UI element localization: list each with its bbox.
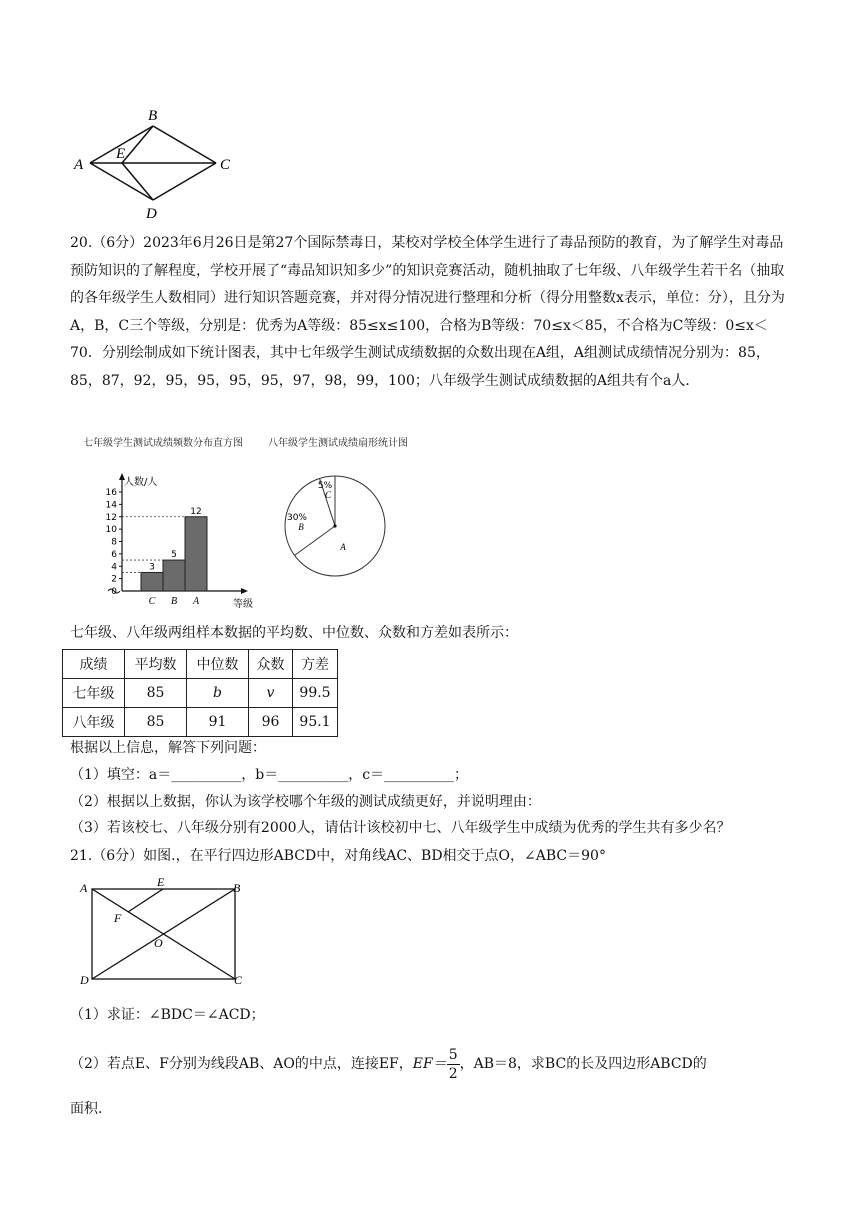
x-axis-label: 等级: [233, 599, 253, 610]
histogram-title: 七年级学生测试成绩频数分布直方图: [83, 438, 243, 449]
q21-part-2-continued: 面积．: [70, 1101, 112, 1117]
question-21-text: 21.（6分）如图.，在平行四边形ABCD中，对角线AC、BD相交于点O，∠ABC＝90°: [70, 848, 606, 864]
table-cell: 99.5: [293, 679, 338, 708]
table-cell: 七年级: [63, 679, 125, 708]
kite-figure: [70, 100, 240, 225]
table-cell: 95.1: [293, 708, 338, 737]
label-C: C: [220, 157, 231, 173]
bar-value-label: 3: [149, 562, 155, 573]
table-header-cell: 平均数: [125, 650, 187, 679]
label-E: E: [157, 876, 165, 889]
table-header-cell: 众数: [249, 650, 293, 679]
label-C: C: [234, 973, 243, 987]
pie-percent-label: 5%: [317, 481, 333, 491]
table-cell: 91: [187, 708, 249, 737]
stats-table: [62, 649, 338, 737]
x-axis-arrow: [241, 588, 248, 594]
rectangle-figure: [74, 876, 254, 991]
histogram-bar: [141, 572, 163, 591]
label-B: B: [148, 108, 158, 124]
fraction-5-2: [447, 1046, 460, 1083]
y-axis-label: 人数/人: [124, 477, 158, 488]
q21-part-1: （1）求证：∠BDC＝∠ACD；: [70, 1007, 265, 1023]
bar-value-label: 5: [171, 550, 177, 561]
label-D: D: [80, 973, 89, 987]
y-tick-label: 12: [105, 512, 117, 523]
bar-value-label: 12: [190, 506, 202, 517]
q21-part-2-text: （2）若点E、F分别为线段AB、AO的中点，连接EF，: [70, 1056, 413, 1072]
y-tick-label: 16: [105, 488, 117, 498]
answer-intro: 根据以上信息，解答下列问题：: [70, 740, 266, 756]
label-A: A: [74, 157, 84, 173]
histogram-bar: [185, 517, 207, 591]
y-tick-label: 2: [111, 574, 117, 585]
table-header-cell: 成绩: [63, 650, 125, 679]
table-cell: 85: [125, 708, 187, 737]
y-tick-label: 10: [105, 525, 117, 536]
pie-center-dot: [333, 524, 336, 527]
y-tick-label: 14: [105, 500, 117, 511]
question-20-text: 20.（6分）2023年6月26日是第27个国际禁毒日，某校对学校全体学生进行了毒品预防的教育，为了解学生对毒品预防知识的了解程度，学校开展了“毒品知识知多少”的知识竞赛活动，随机抽取了七年级、八年级学生若干名（抽取的各年级学生人数相同）进行知识答题竞赛，并对得分情况进行整理和分析（得分用整数x表示，单位：分），且分为A，B，C三个等级，分别是：优秀为A等级：85≤x≤100，合格为B等级：70≤x＜85，不合格为C等级：0≤x＜70．分别绘制成如下统计图表，其中七年级学生测试成绩数据的众数出现在A组，A组测试成绩情况分别为：85，85，87，92，95，95，95，95，97，98，99，100；八年级学生测试成绩数据的A组共有个a人．: [70, 235, 785, 389]
y-tick-label: 4: [111, 562, 117, 573]
fraction-denominator: 2: [448, 1065, 458, 1082]
label-F: F: [114, 911, 122, 925]
pie-chart-title: 八年级学生测试成绩扇形统计图: [268, 438, 408, 449]
label-O: O: [154, 936, 163, 950]
q21-part-2: [70, 1044, 792, 1084]
pie-category-label: C: [324, 490, 332, 500]
table-header-row: [63, 650, 338, 679]
table-row: [63, 679, 338, 708]
y-tick-label: 8: [111, 537, 117, 548]
table-cell: b: [187, 679, 249, 708]
table-header-cell: 方差: [293, 650, 338, 679]
category-label: C: [148, 596, 156, 607]
y-tick-label: 6: [111, 549, 117, 560]
table-row: [63, 708, 338, 737]
table-header-cell: 中位数: [187, 650, 249, 679]
pie-chart: [283, 472, 393, 582]
pie-percent-label: 30%: [286, 513, 308, 523]
histogram-chart: [100, 462, 270, 612]
table-cell: v: [249, 679, 293, 708]
table-cell: 96: [249, 708, 293, 737]
category-label: A: [192, 596, 200, 607]
ab-equation: ，AB＝8，求BC的长及四边形ABCD的: [459, 1056, 707, 1072]
label-A: A: [80, 881, 88, 895]
label-E: E: [116, 146, 126, 162]
table-cell: 85: [125, 679, 187, 708]
sub-question-3: （3）若该校七、八年级分别有2000人，请估计该校初中七、八年级学生中成绩为优秀的学生共有多少名？: [70, 820, 731, 836]
ef-lhs: EF＝: [412, 1056, 447, 1072]
histogram-bar: [163, 560, 185, 591]
sub-question-1: （1）填空：a＝__________，b＝__________，c＝__________；: [70, 767, 469, 783]
y-tick-label: 0: [111, 587, 117, 597]
pie-category-label: B: [298, 522, 304, 532]
pie-category-label: A: [340, 542, 346, 552]
sub-question-2: （2）根据以上数据，你认为该学校哪个年级的测试成绩更好，并说明理由：: [70, 794, 541, 810]
category-label: B: [170, 596, 178, 607]
table-intro: 七年级、八年级两组样本数据的平均数、中位数、众数和方差如表所示：: [70, 625, 518, 641]
label-B: B: [233, 881, 241, 895]
fraction-numerator: 5: [448, 1046, 458, 1063]
table-cell: 八年级: [63, 708, 125, 737]
label-D: D: [146, 206, 157, 222]
